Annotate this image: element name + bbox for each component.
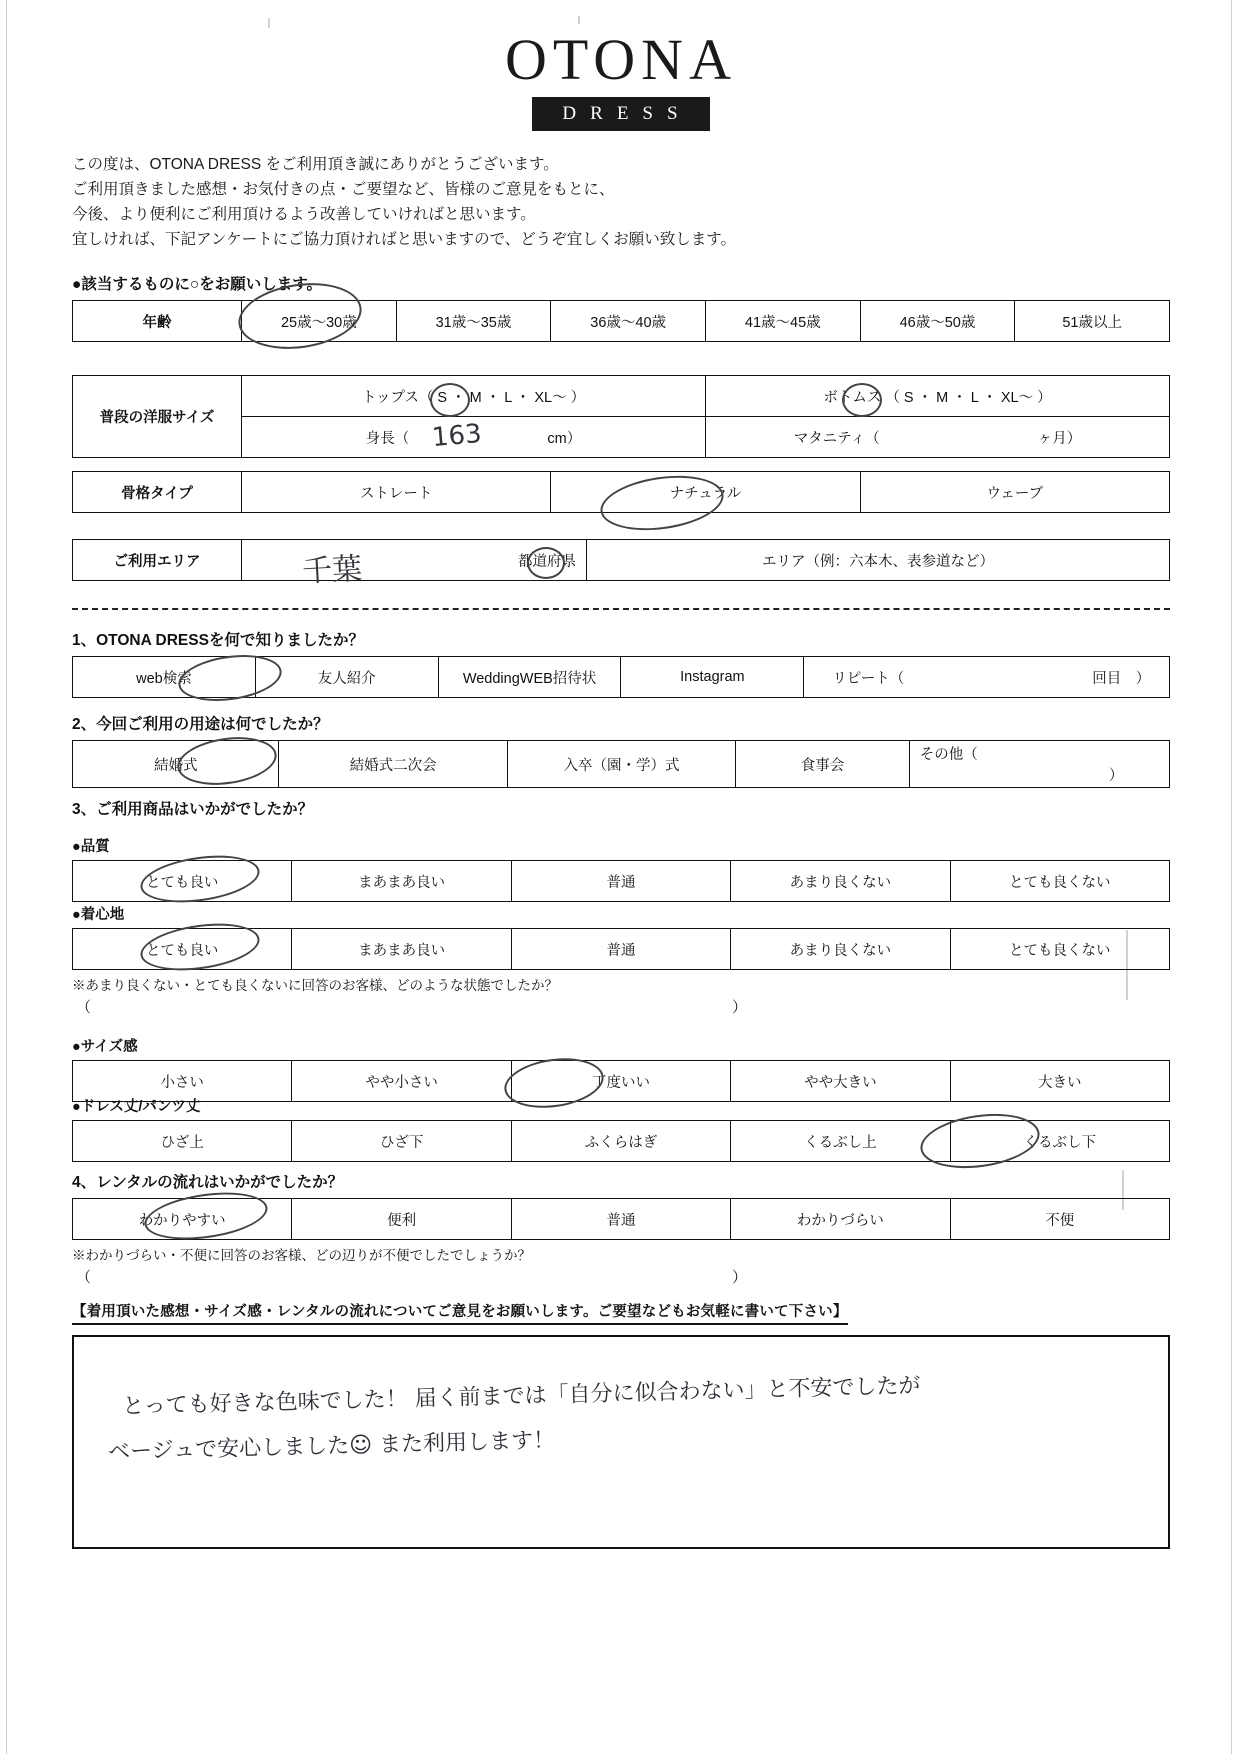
size-feel-option-1[interactable]: 小さい <box>73 1061 292 1102</box>
age-option-6[interactable]: 51歳以上 <box>1015 301 1170 342</box>
paren-open: （ <box>76 999 92 1016</box>
age-option-3[interactable]: 36歳〜40歳 <box>551 301 706 342</box>
height-unit: cm） <box>547 430 582 447</box>
length-table <box>72 1120 1170 1162</box>
age-option-4[interactable]: 41歳〜45歳 <box>705 301 860 342</box>
size-feel-option-5[interactable]: 大きい <box>950 1061 1169 1102</box>
table-row <box>73 301 1170 342</box>
q2-section <box>72 712 1170 788</box>
area-label: ご利用エリア <box>73 540 242 581</box>
profile-heading: ●該当するものに○をお願いします。 <box>72 276 322 293</box>
size-feel-option-3[interactable]: 丁度いい <box>511 1061 730 1102</box>
quality-option-2[interactable]: まあまあ良い <box>292 861 511 902</box>
scan-speck <box>268 18 270 28</box>
maternity-cell[interactable] <box>706 417 1170 458</box>
q1-option-1[interactable]: web検索 <box>73 657 256 698</box>
length-label: ●ドレス丈/パンツ丈 <box>72 1099 201 1115</box>
length-option-1[interactable]: ひざ上 <box>73 1121 292 1162</box>
logo-main-text: OTONA <box>505 27 737 92</box>
comment-textarea[interactable] <box>72 1335 1170 1549</box>
age-option-1[interactable]: 25歳〜30歳 <box>242 301 397 342</box>
q1-table <box>72 656 1170 698</box>
q2-option-2[interactable]: 結婚式二次会 <box>279 741 507 788</box>
q2-other-close: ） <box>1108 768 1124 784</box>
quality-option-1[interactable]: とても良い <box>73 861 292 902</box>
age-table <box>72 300 1170 342</box>
table-row <box>73 540 1170 581</box>
comfort-option-2[interactable]: まあまあ良い <box>292 929 511 970</box>
q4-option-2[interactable]: 便利 <box>292 1199 511 1240</box>
q2-option-4[interactable]: 食事会 <box>736 741 910 788</box>
q1-option-3[interactable]: WeddingWEB招待状 <box>438 657 621 698</box>
table-row <box>73 1199 1170 1240</box>
handwritten-comment-line-2: ベージュで安心しました☺ また利用します！ <box>107 1428 556 1465</box>
comfort-option-3[interactable]: 普通 <box>511 929 730 970</box>
q2-heading: 2、今回ご利用の用途は何でしたか？ <box>72 716 329 733</box>
table-row <box>73 376 1170 417</box>
q1-repeat-count-label: 回目 ） <box>1092 670 1151 687</box>
scan-artifact-right <box>1231 0 1232 1754</box>
prefecture-cell[interactable] <box>242 540 587 581</box>
q3-comfort-block <box>72 903 1170 1022</box>
q1-option-5[interactable] <box>804 657 1170 698</box>
length-option-4[interactable]: くるぶし上 <box>731 1121 950 1162</box>
q4-table <box>72 1198 1170 1240</box>
q4-option-1[interactable]: わかりやすい <box>73 1199 292 1240</box>
area-hint: エリア（例：六本木、表参道など） <box>762 553 994 570</box>
comment-section <box>72 1300 1170 1549</box>
q1-heading: 1、OTONA DRESSを何で知りましたか？ <box>72 632 364 649</box>
clothes-size-table <box>72 375 1170 458</box>
age-option-2[interactable]: 31歳〜35歳 <box>396 301 551 342</box>
size-feel-option-2[interactable]: やや小さい <box>292 1061 511 1102</box>
scan-artifact-left <box>6 0 7 1754</box>
handwritten-comment-line-1: とっても好きな色味でした！ 届く前までは「自分に似合わない」と不安でしたが <box>121 1373 921 1420</box>
q4-answer-field[interactable] <box>72 1266 1170 1292</box>
quality-option-3[interactable]: 普通 <box>511 861 730 902</box>
quality-option-4[interactable]: あまり良くない <box>731 861 950 902</box>
quality-table <box>72 860 1170 902</box>
q4-note: ※わかりづらい・不便に回答のお客様、どの辺りが不便でしたでしょうか？ <box>72 1248 531 1263</box>
age-label: 年齢 <box>73 301 242 342</box>
area-section <box>72 539 1170 590</box>
table-row <box>73 929 1170 970</box>
area-hint-cell[interactable] <box>587 540 1170 581</box>
paren-open: （ <box>76 1269 92 1286</box>
q1-option-4[interactable]: Instagram <box>621 657 804 698</box>
bone-type-section <box>72 471 1170 513</box>
profile-section <box>72 272 1170 342</box>
bone-type-label: 骨格タイプ <box>73 472 242 513</box>
table-row <box>73 657 1170 698</box>
bone-type-option-1[interactable]: ストレート <box>242 472 551 513</box>
comfort-answer-field[interactable] <box>72 996 1170 1022</box>
q2-other-label: その他（ <box>919 747 978 763</box>
intro-paragraph <box>72 152 736 252</box>
table-row <box>73 861 1170 902</box>
quality-label: ●品質 <box>72 839 110 855</box>
length-option-3[interactable]: ふくらはぎ <box>511 1121 730 1162</box>
q3-size-feel-block <box>72 1035 1170 1102</box>
comfort-option-5[interactable]: とても良くない <box>950 929 1169 970</box>
comfort-label: ●着心地 <box>72 907 125 923</box>
q4-heading: 4、レンタルの流れはいかがでしたか？ <box>72 1174 344 1191</box>
logo-sub-text: DRESS <box>532 97 709 131</box>
scan-speck <box>578 16 580 24</box>
comfort-note: ※あまり良くない・とても良くないに回答のお客様、どのような状態でしたか？ <box>72 978 558 993</box>
q4-option-5[interactable]: 不便 <box>950 1199 1169 1240</box>
comfort-option-4[interactable]: あまり良くない <box>731 929 950 970</box>
q3-section-heading <box>72 797 1170 825</box>
q2-option-1[interactable]: 結婚式 <box>73 741 279 788</box>
length-option-5[interactable]: くるぶし下 <box>950 1121 1169 1162</box>
tops-size-cell[interactable]: トップス（ S ・ M ・ L ・ XL〜 ） <box>242 376 706 417</box>
q3-length-block <box>72 1095 1170 1162</box>
bone-type-option-2[interactable]: ナチュラル <box>551 472 860 513</box>
clothes-size-label: 普段の洋服サイズ <box>73 376 242 458</box>
intro-line-3: 今後、より便利にご利用頂けるよう改善していければと思います。 <box>72 206 536 223</box>
age-option-5[interactable]: 46歳〜50歳 <box>860 301 1015 342</box>
maternity-label: マタニティ（ <box>793 430 880 447</box>
q2-option-5[interactable] <box>909 741 1169 788</box>
q2-table <box>72 740 1170 788</box>
brand-logo <box>0 27 1242 131</box>
q4-option-4[interactable]: わかりづらい <box>731 1199 950 1240</box>
q1-section <box>72 628 1170 698</box>
bone-type-table <box>72 471 1170 513</box>
paren-close: ） <box>732 1269 748 1286</box>
table-row <box>73 472 1170 513</box>
area-table <box>72 539 1170 581</box>
table-row <box>73 1121 1170 1162</box>
q2-option-3[interactable]: 入卒（園・学）式 <box>507 741 735 788</box>
prefecture-suffix: 都道府県 <box>518 553 576 570</box>
size-feel-label: ●サイズ感 <box>72 1039 138 1055</box>
intro-line-4: 宜しければ、下記アンケートにご協力頂ければと思いますので、どうぞ宜しくお願い致します。 <box>72 231 737 248</box>
intro-line-2: ご利用頂きました感想・お気付きの点・ご要望など、皆様のご意見をもとに、 <box>72 181 615 198</box>
maternity-unit: ヶ月） <box>1037 430 1082 447</box>
size-feel-option-4[interactable]: やや大きい <box>731 1061 950 1102</box>
q4-option-3[interactable]: 普通 <box>511 1199 730 1240</box>
q3-heading: 3、ご利用商品はいかがでしたか？ <box>72 801 314 818</box>
length-option-2[interactable]: ひざ下 <box>292 1121 511 1162</box>
handwritten-height-value: 163 <box>430 418 483 454</box>
q3-quality-block <box>72 835 1170 902</box>
divider-dashed <box>72 608 1170 610</box>
quality-option-5[interactable]: とても良くない <box>950 861 1169 902</box>
paren-close: ） <box>732 999 748 1016</box>
comment-title: 【着用頂いた感想・サイズ感・レンタルの流れについてご意見をお願いします。ご要望などもお気軽に書いて下さい】 <box>72 1300 848 1325</box>
q1-repeat-label: リピート（ <box>832 670 905 687</box>
intro-line-1: この度は、OTONA DRESS をご利用頂き誠にありがとうございます。 <box>72 156 559 173</box>
table-row <box>73 741 1170 788</box>
q4-section <box>72 1170 1170 1292</box>
clothes-size-section <box>72 375 1170 458</box>
comfort-option-1[interactable]: とても良い <box>73 929 292 970</box>
handwritten-prefecture: 千葉 <box>301 551 364 590</box>
bone-type-option-3[interactable]: ウェーブ <box>860 472 1169 513</box>
height-label: 身長（ <box>365 430 410 447</box>
comfort-table <box>72 928 1170 970</box>
q1-option-2[interactable]: 友人紹介 <box>255 657 438 698</box>
bottoms-size-cell[interactable]: ボトムス （ S ・ M ・ L ・ XL〜 ） <box>706 376 1170 417</box>
